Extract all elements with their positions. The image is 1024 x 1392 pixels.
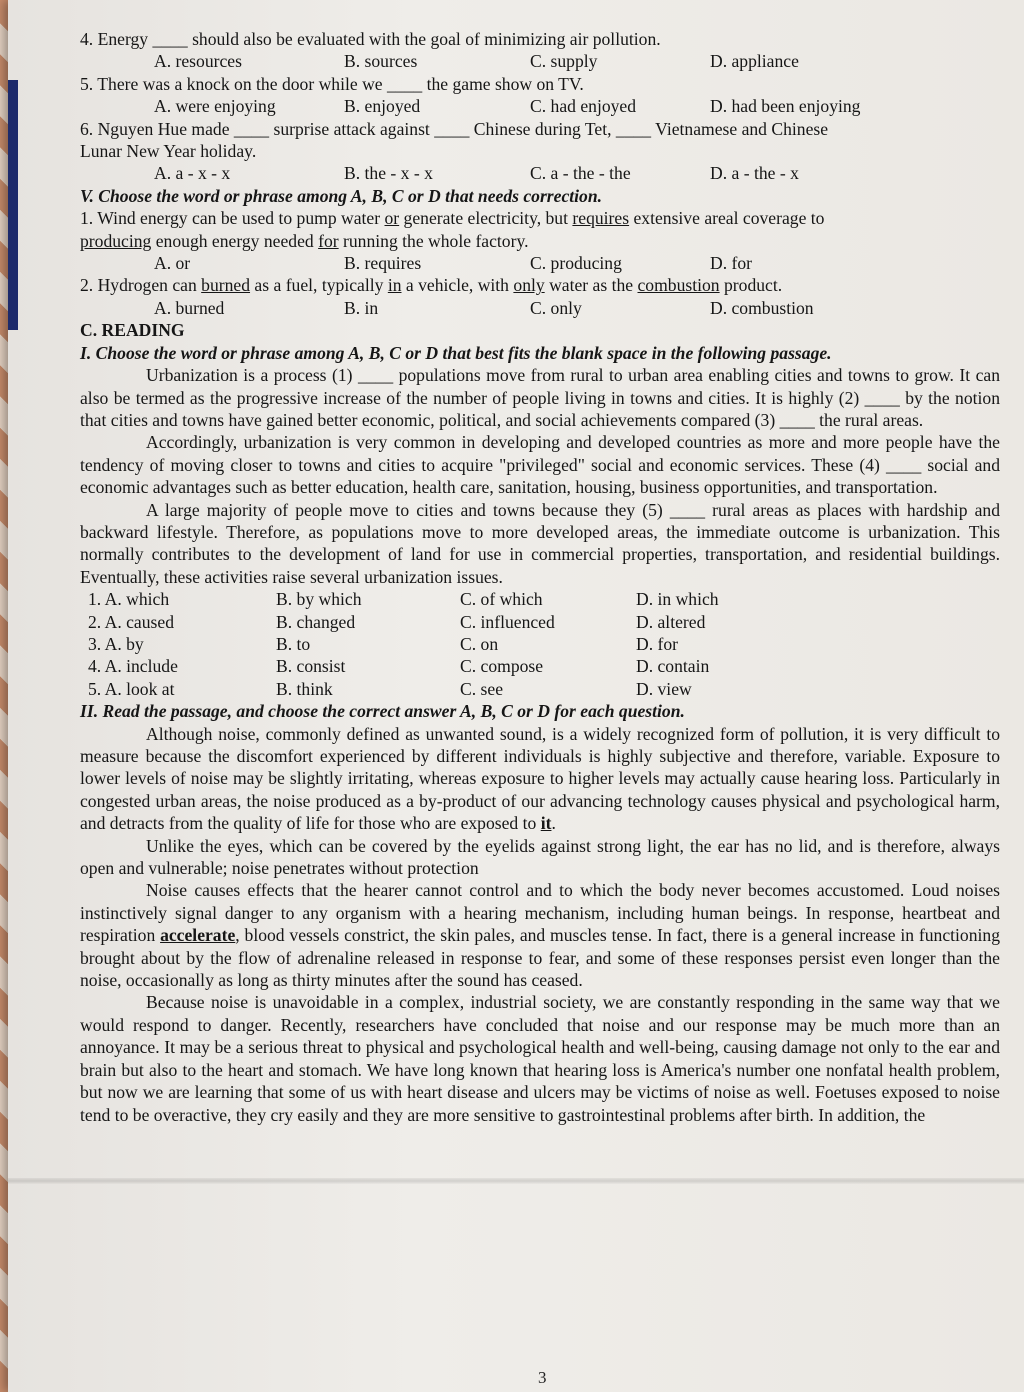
q4-option-d: D. appliance <box>710 51 799 72</box>
passage2-p3-text-1: Noise causes effects that the hearer cannot control and to which the body never becomes accustomed. Loud noises instinctively signal danger to any organism with a hearing mechanism, including human beings. In response, heartbeat and respiration <box>80 880 1000 946</box>
v-q2-option-d: D. combustion <box>710 297 814 318</box>
v-q2-underline-in: in <box>387 275 402 296</box>
passage1-paragraph-2: Accordingly, urbanization is very common in developing and developed countries as more and more people have the tendency of moving closer to towns and cities to acquire "privileged" social and economic services. These (4) ____ social and economic advantages such as better education, health care, sanitation, housing, business opportunities, and transportation. <box>80 432 1000 498</box>
q4-options <box>80 50 1000 72</box>
v-q1-text-1: 1. Wind energy can be used to pump water <box>80 208 385 229</box>
answer-1-d: D. in which <box>636 589 719 610</box>
passage1-paragraph-3: A large majority of people move to cities and towns because they (5) ____ rural areas as places with hardship and backward lifestyle. Therefore, as populations move to more developed areas, the immediate outcome is urbanization. This normally contributes to the development of land for use in commercial properties, transportation, and residential buildings. Eventually, these activities raise several urbanization issues. <box>80 499 1000 587</box>
reading-part2-heading: II. Read the passage, and choose the correct answer A, B, C or D for each question. <box>80 701 685 722</box>
passage2-underline-it: it <box>540 813 552 834</box>
answer-5-c: C. see <box>460 678 503 699</box>
passage1-paragraph-1: Urbanization is a process (1) ____ populations move from rural to urban area enabling cities and towns to grow. It can also be termed as the progressive increase of the number of people living in towns and cities. It is highly (2) ____ by the notion that cities and towns have gained better economic, political, and social achievements compared (3) ____ the rural areas. <box>80 365 1000 430</box>
reading-title: C. READING <box>80 320 185 341</box>
v-q2-text-2: as a fuel, typically <box>250 275 388 296</box>
passage2-p1-text: Although noise, commonly defined as unwanted sound, is a widely recognized form of pollution, it is very difficult to measure because the discomfort experienced by different individuals is highly subjective and therefore, variable. Exposure to lower levels of noise may be slightly irritating, whereas exposure to higher levels may actually cause hearing loss. Particularly in congested urban areas, the noise produced as a by-product of our advancing technology causes physical and psychological harm, and detracts from the quality of life for those who are exposed to <box>80 723 1000 834</box>
answer-4-c: C. compose <box>460 656 544 677</box>
q5-stem: 5. There was a knock on the door while we ____ the game show on TV. <box>80 73 584 94</box>
q6-option-a: A. a - x - x <box>154 163 231 184</box>
answer-3-c: C. on <box>460 633 499 654</box>
answer-4-d: D. contain <box>636 656 710 677</box>
v-q1-line2 <box>80 230 1000 252</box>
v-q2-options <box>80 297 1000 319</box>
v-q2-text-1: 2. Hydrogen can <box>80 275 202 296</box>
answer-2-c: C. influenced <box>460 611 555 632</box>
answer-5-a: 5. A. look at <box>88 678 175 699</box>
section-v-heading: V. Choose the word or phrase among A, B, C or D that needs correction. <box>80 185 603 206</box>
v-q1-text-3: extensive areal coverage to <box>629 208 825 229</box>
q5-options <box>80 95 1000 117</box>
passage2-underline-accelerate: accelerate <box>160 925 236 946</box>
answer-2-b: B. changed <box>276 611 356 632</box>
answer-row-3 <box>80 633 1000 655</box>
q6-options <box>80 162 1000 184</box>
v-q1-option-d: D. for <box>710 253 753 274</box>
v-q1-options <box>80 252 1000 274</box>
answer-5-b: B. think <box>276 678 333 699</box>
v-q1-underline-for: for <box>318 230 339 251</box>
v-q1-text-2: generate electricity, but <box>399 208 573 229</box>
binder-edge <box>8 80 18 330</box>
answer-2-d: D. altered <box>636 611 706 632</box>
v-q2-option-a: A. burned <box>154 297 225 318</box>
answer-row-1 <box>80 588 1000 610</box>
worksheet-content <box>80 28 1000 1126</box>
q5-option-b: B. enjoyed <box>344 96 421 117</box>
answer-3-d: D. for <box>636 633 679 654</box>
q6-option-d: D. a - the - x <box>710 163 799 184</box>
answer-4-b: B. consist <box>276 656 346 677</box>
v-q2-underline-burned: burned <box>201 275 251 296</box>
reading-part1-heading: I. Choose the word or phrase among A, B, C or D that best fits the blank space in the following passage. <box>80 342 832 363</box>
v-q2-text-4: water as the <box>544 275 638 296</box>
passage2-p1-end: . <box>551 813 556 834</box>
v-q2-underline-only: only <box>513 275 545 296</box>
answer-row-2 <box>80 611 1000 633</box>
answer-3-a: 3. A. by <box>88 633 144 654</box>
v-q1-option-a: A. or <box>154 253 191 274</box>
v-q1-underline-or: or <box>384 208 400 229</box>
answer-5-d: D. view <box>636 678 692 699</box>
paper-sheet <box>8 0 1024 1392</box>
q6-stem-line1: 6. Nguyen Hue made ____ surprise attack against ____ Chinese during Tet, ____ Vietnamese and Chinese <box>80 118 829 139</box>
v-q1-underline-producing: producing <box>80 230 152 251</box>
paper-fold <box>8 1178 1024 1184</box>
v-q1-text-5: running the whole factory. <box>338 230 529 251</box>
passage2-paragraph-1 <box>80 723 1000 835</box>
answer-3-b: B. to <box>276 633 311 654</box>
q4-stem: 4. Energy ____ should also be evaluated with the goal of minimizing air pollution. <box>80 29 661 49</box>
q5-option-d: D. had been enjoying <box>710 96 861 117</box>
v-q2-line <box>80 274 1000 296</box>
q6-option-c: C. a - the - the <box>530 163 631 184</box>
passage2-p3-text-2: , blood vessels constrict, the skin pales, and muscles tense. In fact, there is a general increase in functioning brought about by the flow of adrenaline released in response to fear, and some of these responses persist even longer than the noise, occasionally as long as thirty minutes after the sound has ceased. <box>80 925 1000 991</box>
v-q2-underline-combustion: combustion <box>637 275 720 296</box>
q4-option-c: C. supply <box>530 51 598 72</box>
v-q1-option-b: B. requires <box>344 253 422 274</box>
q4-option-a: A. resources <box>154 51 242 72</box>
v-q2-text-5: product. <box>719 275 783 296</box>
page-number: 3 <box>538 1368 547 1387</box>
q6-stem-line2: Lunar New Year holiday. <box>80 141 257 162</box>
v-q2-option-b: B. in <box>344 297 379 318</box>
q6-option-b: B. the - x - x <box>344 163 433 184</box>
answer-row-5 <box>80 678 1000 700</box>
answer-row-4 <box>80 655 1000 677</box>
answer-2-a: 2. A. caused <box>88 611 174 632</box>
q4-option-b: B. sources <box>344 51 418 72</box>
answer-1-b: B. by which <box>276 589 362 610</box>
v-q1-text-4: enough energy needed <box>151 230 319 251</box>
v-q1-underline-requires: requires <box>572 208 630 229</box>
answer-1-c: C. of which <box>460 589 543 610</box>
answer-4-a: 4. A. include <box>88 656 178 677</box>
v-q2-text-3: a vehicle, with <box>401 275 514 296</box>
q5-option-c: C. had enjoyed <box>530 96 637 117</box>
passage2-paragraph-2: Unlike the eyes, which can be covered by the eyelids against strong light, the ear has no lid, and is therefore, always open and vulnerable; noise penetrates without protection <box>80 835 1000 879</box>
passage2-paragraph-3 <box>80 879 1000 991</box>
passage2-paragraph-4: Because noise is unavoidable in a complex, industrial society, we are constantly responding in the same way that we would respond to danger. Recently, researchers have concluded that noise and our response may be much more than an annoyance. It may be a serious threat to physical and psychological health and well-being, causing damage not only to the ear and brain but also to the heart and stomach. We have long known that hearing loss is America's number one nonfatal health problem, but now we are learning that some of us with heart disease and ulcers may be victims of noise as well. Foetuses exposed to noise tend to be overactive, they cry easily and they are more sensitive to gastrointestinal problems after birth. In addition, the <box>80 992 1000 1125</box>
q5-option-a: A. were enjoying <box>154 96 276 117</box>
v-q1-line1 <box>80 207 1000 229</box>
v-q1-option-c: C. producing <box>530 253 622 274</box>
answer-1-a: 1. A. which <box>88 589 170 610</box>
v-q2-option-c: C. only <box>530 297 582 318</box>
